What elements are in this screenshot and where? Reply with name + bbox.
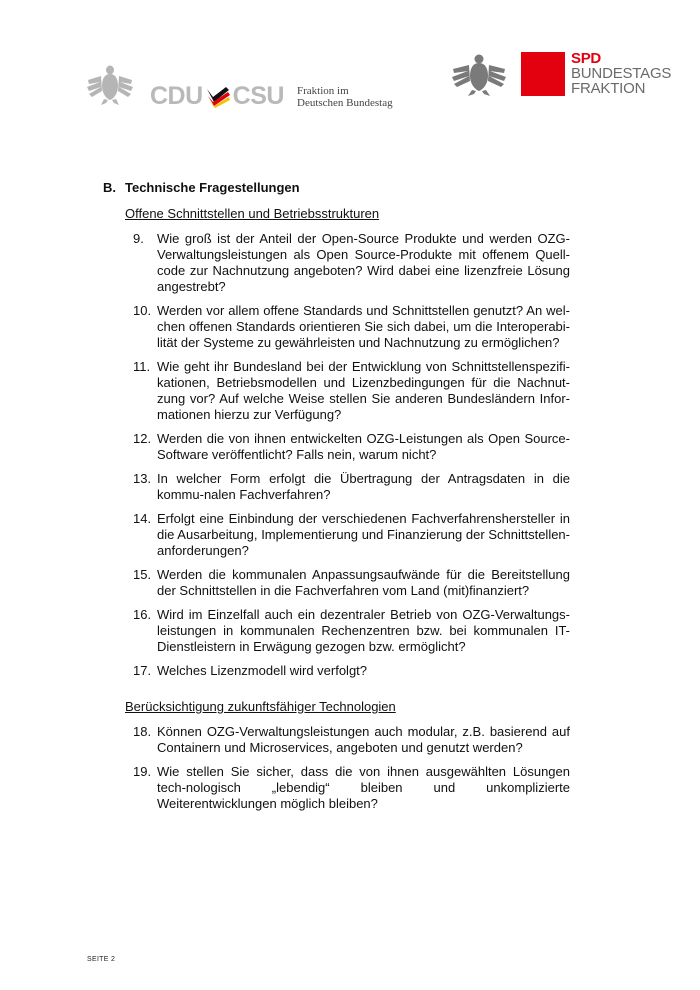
- question-number: 9.: [133, 231, 144, 246]
- question-number: 15.: [133, 567, 152, 582]
- group1-title: Offene Schnittstellen und Betriebsstrukturen: [125, 206, 380, 221]
- document-body: [103, 180, 570, 820]
- question-number: 10.: [133, 303, 152, 318]
- group2-question-list: [103, 724, 570, 812]
- question-text: Werden die von ihnen entwickelten OZG-Leistungen als Open Source-Software veröffentlicht? Falls nein, warum nicht?: [157, 431, 570, 462]
- question-number: 18.: [133, 724, 152, 739]
- question-number: 13.: [133, 471, 152, 486]
- question-number: 12.: [133, 431, 152, 446]
- cdu-subtitle-line2: Deutschen Bundestag: [297, 97, 393, 109]
- question-number: 17.: [133, 663, 152, 678]
- question-item: [103, 359, 570, 423]
- question-number: 16.: [133, 607, 152, 622]
- question-item: [103, 764, 570, 812]
- question-text: Erfolgt eine Einbindung der verschiedenen Fachverfahrenshersteller in die Ausarbeitung, Implementierung und Finanzierung der Schnittstellen-anforderungen?: [157, 511, 570, 558]
- question-number: 14.: [133, 511, 152, 526]
- question-text: Wie groß ist der Anteil der Open-Source Produkte und werden OZG-Verwaltungsleistungen als Open Source-Produkte mit offenem Quell-code zur Nachnutzung angeboten? Wird dabei eine lizenzfreie Lösung angestrebt?: [157, 231, 570, 294]
- spd-logo-square: [521, 52, 565, 96]
- cdu-subtitle-line1: Fraktion im: [297, 85, 349, 97]
- question-text: Werden die kommunalen Anpassungsaufwände für die Bereitstellung der Schnittstellen in die Fachverfahren vom Land (mit)finanziert?: [157, 567, 570, 598]
- question-text: Wie stellen Sie sicher, dass die von ihnen ausgewählten Lösungen tech-nologisch „lebendig“ bleiben und unkomplizierte Weiterentwicklungen möglich bleiben?: [157, 764, 570, 811]
- spd-logo-text: [571, 51, 671, 96]
- csu-wordmark: CSU: [232, 82, 284, 110]
- question-text: Welches Lizenzmodell wird verfolgt?: [157, 663, 368, 678]
- spd-logo-line1: SPD: [571, 50, 601, 67]
- cdu-csu-subtitle: [297, 85, 393, 109]
- cdu-csu-logo: [150, 84, 284, 108]
- question-item: [103, 607, 570, 655]
- section-letter: B.: [103, 180, 116, 195]
- cdu-csu-flag-mark-icon: [204, 84, 232, 108]
- question-text: Wie geht ihr Bundesland bei der Entwicklung von Schnittstellenspezifi-kationen, Betriebsmodellen und Lizenzbedingungen für die Nachnut-zung vor? Auf welche Weise stellen Sie anderen Bundesländern Infor-mationen hierzu zur Verfügung?: [157, 359, 570, 422]
- question-item: [103, 471, 570, 503]
- question-item: [103, 431, 570, 463]
- bundestag-eagle-icon: [450, 52, 508, 96]
- question-text: Können OZG-Verwaltungsleistungen auch modular, z.B. basierend auf Containern und Microservices, angeboten und genutzt werden?: [157, 724, 570, 755]
- section-title: Technische Fragestellungen: [125, 180, 300, 195]
- question-text: Wird im Einzelfall auch ein dezentraler Betrieb von OZG-Verwaltungs-leistungen in kommunalen Rechenzentren bzw. bei kommunalen IT-Dienstleistern in Erwägung gezogen bzw. ermöglicht?: [157, 607, 570, 654]
- section-spacer: [103, 687, 570, 699]
- cdu-wordmark: CDU: [150, 82, 203, 110]
- question-item: [103, 663, 570, 679]
- question-item: [103, 303, 570, 351]
- question-number: 19.: [133, 764, 152, 779]
- question-text: In welcher Form erfolgt die Übertragung der Antragsdaten in die kommu-nalen Fachverfahren?: [157, 471, 570, 502]
- group1-question-list: [103, 231, 570, 679]
- question-text: Werden vor allem offene Standards und Schnittstellen genutzt? An wel-chen offenen Standards orientieren Sie sich dabei, um die Interoperabi-lität der Systeme zu gewährleisten und Nachnutzung zu ermöglichen?: [157, 303, 570, 350]
- question-item: [103, 567, 570, 599]
- question-number: 11.: [133, 359, 151, 374]
- bundestag-eagle-icon: [86, 62, 134, 106]
- page-number: SEITE 2: [87, 956, 116, 963]
- spd-logo-line2: BUNDESTAGS: [571, 65, 672, 82]
- spd-logo-line3: FRAKTION: [571, 80, 646, 97]
- group2-title: Berücksichtigung zukunftsfähiger Technologien: [125, 699, 396, 714]
- question-item: [103, 724, 570, 756]
- question-item: [103, 231, 570, 295]
- question-item: [103, 511, 570, 559]
- section-heading: [103, 180, 570, 196]
